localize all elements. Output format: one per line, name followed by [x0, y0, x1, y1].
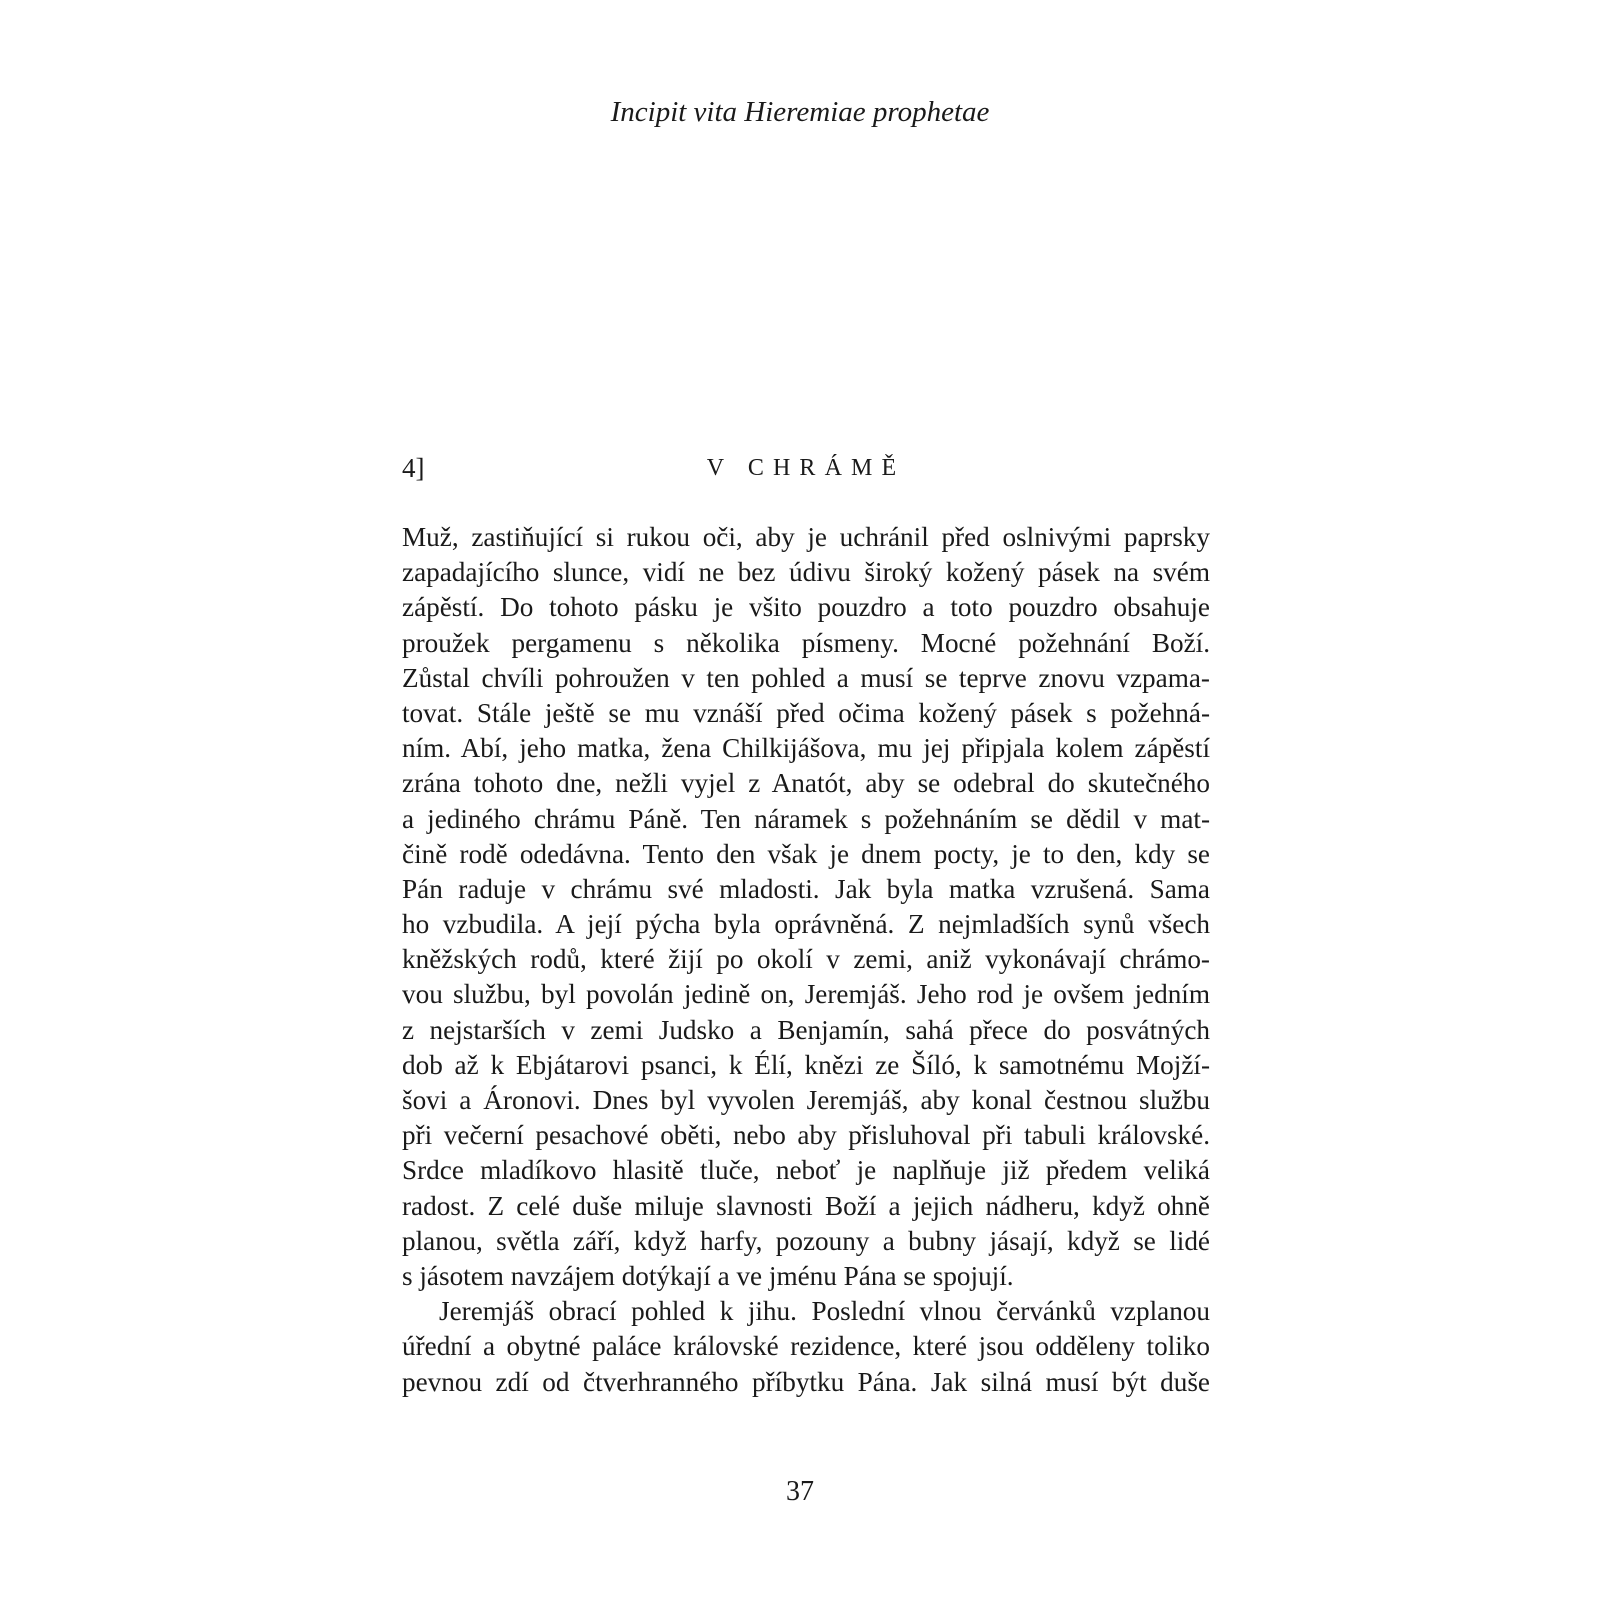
chapter-title: V CHRÁMĚ: [706, 455, 906, 481]
text-line: úřední a obytné paláce královské rezidence, které jsou odděleny toliko: [402, 1331, 1210, 1362]
text-line: radost. Z celé duše miluje slavnosti Boží a jejich nádheru, když ohně: [402, 1190, 1210, 1221]
text-line: pevnou zdí od čtverhranného příbytku Pána. Jak silná musí být duše: [402, 1366, 1210, 1397]
text-line: při večerní pesachové oběti, nebo aby přisluhoval při tabuli královské.: [402, 1120, 1210, 1151]
chapter-number: 4]: [402, 453, 425, 483]
text-line: Srdce mladíkovo hlasitě tluče, neboť je naplňuje již předem veliká: [402, 1155, 1210, 1186]
text-line: planou, světla září, když harfy, pozouny a bubny jásají, když se lidé: [402, 1225, 1210, 1256]
text-line: zapadajícího slunce, vidí ne bez údivu široký kožený pásek na svém: [402, 557, 1210, 588]
text-line: zrána tohoto dne, nežli vyjel z Anatót, aby se odebral do skutečného: [402, 768, 1210, 799]
text-line: Zůstal chvíli pohroužen v ten pohled a musí se teprve znovu vzpama-: [402, 662, 1210, 693]
text-line: s jásotem navzájem dotýkají a ve jménu Pána se spojují.: [402, 1260, 1014, 1291]
text-line: vou službu, byl povolán jedině on, Jeremjáš. Jeho rod je ovšem jedním: [402, 979, 1210, 1010]
text-line: Muž, zastiňující si rukou oči, aby je uchránil před oslnivými paprsky: [402, 522, 1210, 552]
text-line: kněžských rodů, které žijí po okolí v zemi, aniž vykonávají chrámo-: [402, 944, 1210, 975]
text-line: šovi a Áronovi. Dnes byl vyvolen Jeremjáš, aby konal čestnou službu: [402, 1085, 1210, 1115]
text-line: ním. Abí, jeho matka, žena Chilkijášova, mu jej připjala kolem zápěstí: [402, 733, 1210, 764]
text-line: Pán raduje v chrámu své mladosti. Jak byla matka vzrušená. Sama: [402, 873, 1210, 904]
body-text: [402, 520, 1210, 1400]
text-line: čině rodě odedávna. Tento den však je dnem pocty, je to den, kdy se: [402, 838, 1210, 869]
page-number: 37: [786, 1476, 814, 1507]
paragraph: [402, 520, 1210, 1294]
text-line: zápěstí. Do tohoto pásku je všito pouzdro a toto pouzdro obsahuje: [402, 592, 1210, 623]
text-line: Jeremjáš obrací pohled k jihu. Poslední vlnou červánků vzplanou: [439, 1296, 1210, 1327]
text-line: proužek pergamenu s několika písmeny. Mocné požehnání Boží.: [402, 627, 1210, 658]
text-line: a jediného chrámu Páně. Ten náramek s požehnáním se dědil v mat-: [402, 803, 1210, 834]
running-head: Incipit vita Hieremiae prophetae: [610, 96, 990, 128]
paragraph: [402, 1294, 1210, 1400]
text-line: z nejstarších v zemi Judsko a Benjamín, sahá přece do posvátných: [402, 1014, 1210, 1045]
text-line: dob až k Ebjátarovi psanci, k Élí, knězi ze Šíló, k samotnému Mojží-: [402, 1049, 1210, 1080]
text-line: ho vzbudila. A její pýcha byla oprávněná. Z nejmladších synů všech: [402, 909, 1210, 940]
chapter-heading: [402, 448, 1210, 488]
text-line: tovat. Stále ještě se mu vznáší před očima kožený pásek s požehná-: [402, 697, 1210, 728]
